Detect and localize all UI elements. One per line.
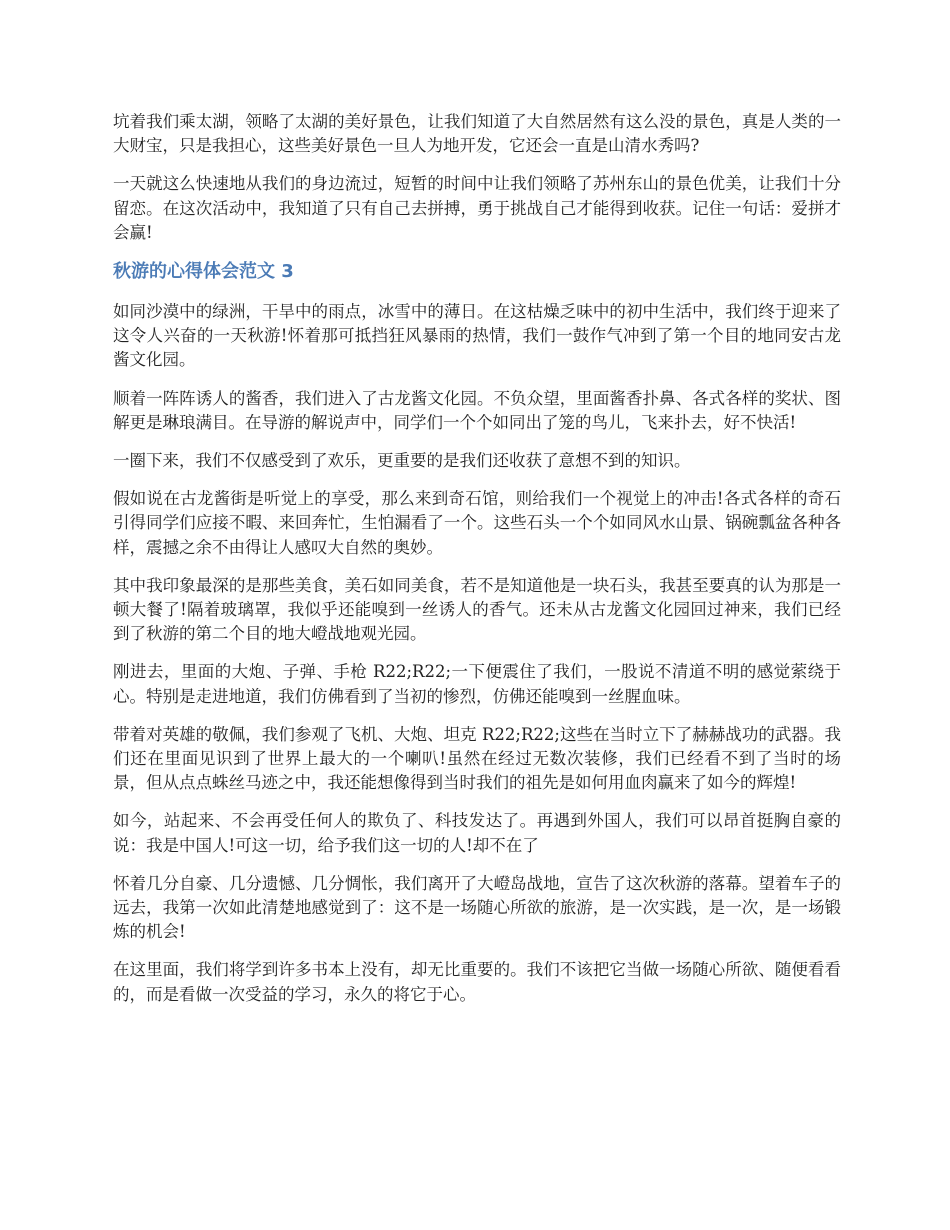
body-paragraph: 假如说在古龙酱街是听觉上的享受，那么来到奇石馆，则给我们一个视觉上的冲击!各式各样的奇石引得同学们应接不暇、来回奔忙，生怕漏看了一个。这些石头一个个如同风水山景、锅碗瓢盆各种各样，震撼之余不由得让人感叹大自然的奥妙。 <box>113 489 841 557</box>
intro-paragraph: 坑着我们乘太湖，领略了太湖的美好景色，让我们知道了大自然居然有这么没的景色，真是人类的一大财宝，只是我担心，这些美好景色一旦人为地开发，它还会一直是山清水秀吗? <box>113 112 841 156</box>
section-heading: 秋游的心得体会范文 3 <box>113 261 294 283</box>
body-paragraph: 其中我印象最深的是那些美食，美石如同美食，若不是知道他是一块石头，我甚至要真的认为那是一顿大餐了!隔着玻璃罩，我似乎还能嗅到一丝诱人的香气。还未从古龙酱文化园回过神来，我们已经到了秋游的第二个目的地大嶝战地观光园。 <box>113 575 841 644</box>
body-paragraph: 带着对英雄的敬佩，我们参观了飞机、大炮、坦克 R22;R22;这些在当时立下了赫赫战功的武器。我们还在里面见识到了世界上最大的一个喇叭!虽然在经过无数次装修，我们已经看不到了当时的场景，但从点点蛛丝马迹之中，我还能想像得到当时我们的祖先是如何用血肉赢来了如今的辉煌! <box>113 724 841 793</box>
body-paragraph: 顺着一阵阵诱人的酱香，我们进入了古龙酱文化园。不负众望，里面酱香扑鼻、各式各样的奖状、图解更是琳琅满目。在导游的解说声中，同学们一个个如同出了笼的鸟儿，飞来扑去，好不快活! <box>113 388 841 432</box>
body-paragraph: 一圈下来，我们不仅感受到了欢乐，更重要的是我们还收获了意想不到的知识。 <box>113 451 691 471</box>
body-paragraph: 如今，站起来、不会再受任何人的欺负了、科技发达了。再遇到外国人，我们可以昂首挺胸自豪的说：我是中国人!可这一切，给予我们这一切的人!却不在了 <box>113 811 841 855</box>
body-paragraph: 怀着几分自豪、几分遗憾、几分惆怅，我们离开了大嶝岛战地，宣告了这次秋游的落幕。望着车子的远去，我第一次如此清楚地感觉到了：这不是一场随心所欲的旅游，是一次实践，是一次，是一场锻炼的机会! <box>113 873 841 942</box>
document-page <box>113 110 841 1021</box>
body-paragraph: 如同沙漠中的绿洲，干旱中的雨点，冰雪中的薄日。在这枯燥乏味中的初中生活中，我们终于迎来了这令人兴奋的一天秋游!怀着那可抵挡狂风暴雨的热情，我们一鼓作气冲到了第一个目的地同安古龙酱文化园。 <box>113 302 841 370</box>
intro-paragraph: 一天就这么快速地从我们的身边流过，短暂的时间中让我们领略了苏州东山的景色优美，让我们十分留恋。在这次活动中，我知道了只有自己去拼搏，勇于挑战自己才能得到收获。记住一句话：爱拼才会赢! <box>113 174 841 242</box>
body-paragraph: 刚进去，里面的大炮、子弹、手枪 R22;R22;一下便震住了我们，一股说不清道不明的感觉萦绕于心。特别是走进地道，我们仿佛看到了当初的惨烈，仿佛还能嗅到一丝腥血味。 <box>113 662 841 706</box>
body-paragraph: 在这里面，我们将学到许多书本上没有，却无比重要的。我们不该把它当做一场随心所欲、随便看看的，而是看做一次受益的学习，永久的将它于心。 <box>113 960 841 1004</box>
